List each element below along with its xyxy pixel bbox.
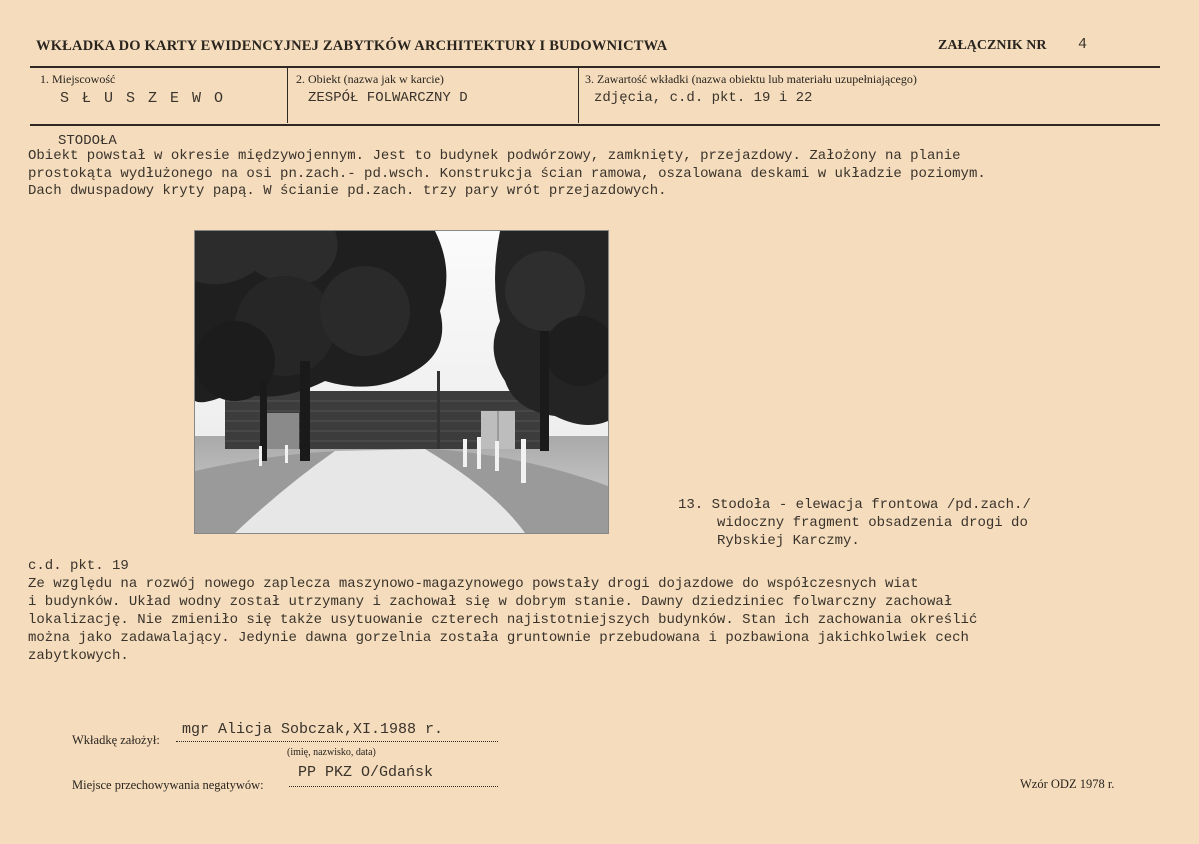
section2-line: zabytkowych. (28, 648, 129, 664)
author-dotted-line (176, 741, 498, 742)
fields-rule (30, 124, 1160, 126)
photo-caption (678, 496, 1031, 550)
contents-label: 3. Zawartość wkładki (nazwa obiektu lub materiału uzupełniającego) (585, 72, 917, 86)
section1-line: Dach dwuspadowy kryty papą. W ścianie pd.zach. trzy pary wrót przejazdowych. (28, 183, 667, 199)
form-version: Wzór ODZ 1978 r. (1020, 777, 1115, 791)
contents-value: zdjęcia, c.d. pkt. 19 i 22 (594, 90, 813, 106)
attachment-number: 4 (1078, 36, 1088, 53)
object-label: 2. Obiekt (nazwa jak w karcie) (296, 72, 444, 86)
section2-text (28, 575, 977, 665)
caption-line: widoczny fragment obsadzenia drogi do (717, 515, 1028, 531)
storage-value: PP PKZ O/Gdańsk (298, 764, 434, 781)
storage-label: Miejsce przechowywania negatywów: (72, 778, 264, 792)
object-value: ZESPÓŁ FOLWARCZNY D (308, 90, 468, 106)
attachment-label: ZAŁĄCZNIK NR (938, 38, 1047, 53)
section1-line: Obiekt powstał w okresie międzywojennym. Jest to budynek podwórzowy, zamknięty, przejazdowy. Założony na planie (28, 148, 961, 164)
caption-line: Rybskiej Karczmy. (717, 533, 860, 549)
section1-line: prostokąta wydłużonego na osi pn.zach.- pd.wsch. Konstrukcja ścian ramowa, oszalowana deskami w układzie poziomym. (28, 165, 986, 182)
caption-line: 13. Stodoła - elewacja frontowa /pd.zach./ (678, 497, 1031, 513)
header-rule (30, 66, 1160, 68)
section1-text (28, 148, 986, 201)
section2-line: lokalizację. Nie zmieniło się także usytuowanie czterech najistotniejszych budynków. Stan ich zachowania określić (28, 612, 978, 628)
author-hint: (imię, nazwisko, data) (287, 747, 376, 758)
section2-line: i budynków. Układ wodny został utrzymany i zachował się w dobrym stanie. Dawny dziedziniec folwarczny zachował (28, 594, 953, 610)
section1-heading: STODOŁA (58, 133, 117, 149)
locality-value: S Ł U S Z E W O (60, 90, 226, 107)
section2-heading: c.d. pkt. 19 (28, 558, 129, 574)
field-divider-2 (578, 68, 579, 123)
field-divider-1 (287, 68, 288, 123)
barn-photo (194, 230, 609, 534)
section2-line: można jako zadawalający. Jedynie dawna gorzelnia została gruntownie przebudowana i pozbawiona jakichkolwiek cech (28, 630, 969, 646)
storage-dotted-line (289, 786, 498, 787)
author-label: Wkładkę założył: (72, 733, 160, 747)
author-value: mgr Alicja Sobczak,XI.1988 r. (182, 721, 444, 738)
section2-line: Ze względu na rozwój nowego zaplecza maszynowo-magazynowego powstały drogi dojazdowe do współczesnych wiat (28, 576, 919, 592)
locality-label: 1. Miejscowość (40, 72, 116, 86)
form-title: WKŁADKA DO KARTY EWIDENCYJNEJ ZABYTKÓW ARCHITEKTURY I BUDOWNICTWA (36, 38, 668, 54)
